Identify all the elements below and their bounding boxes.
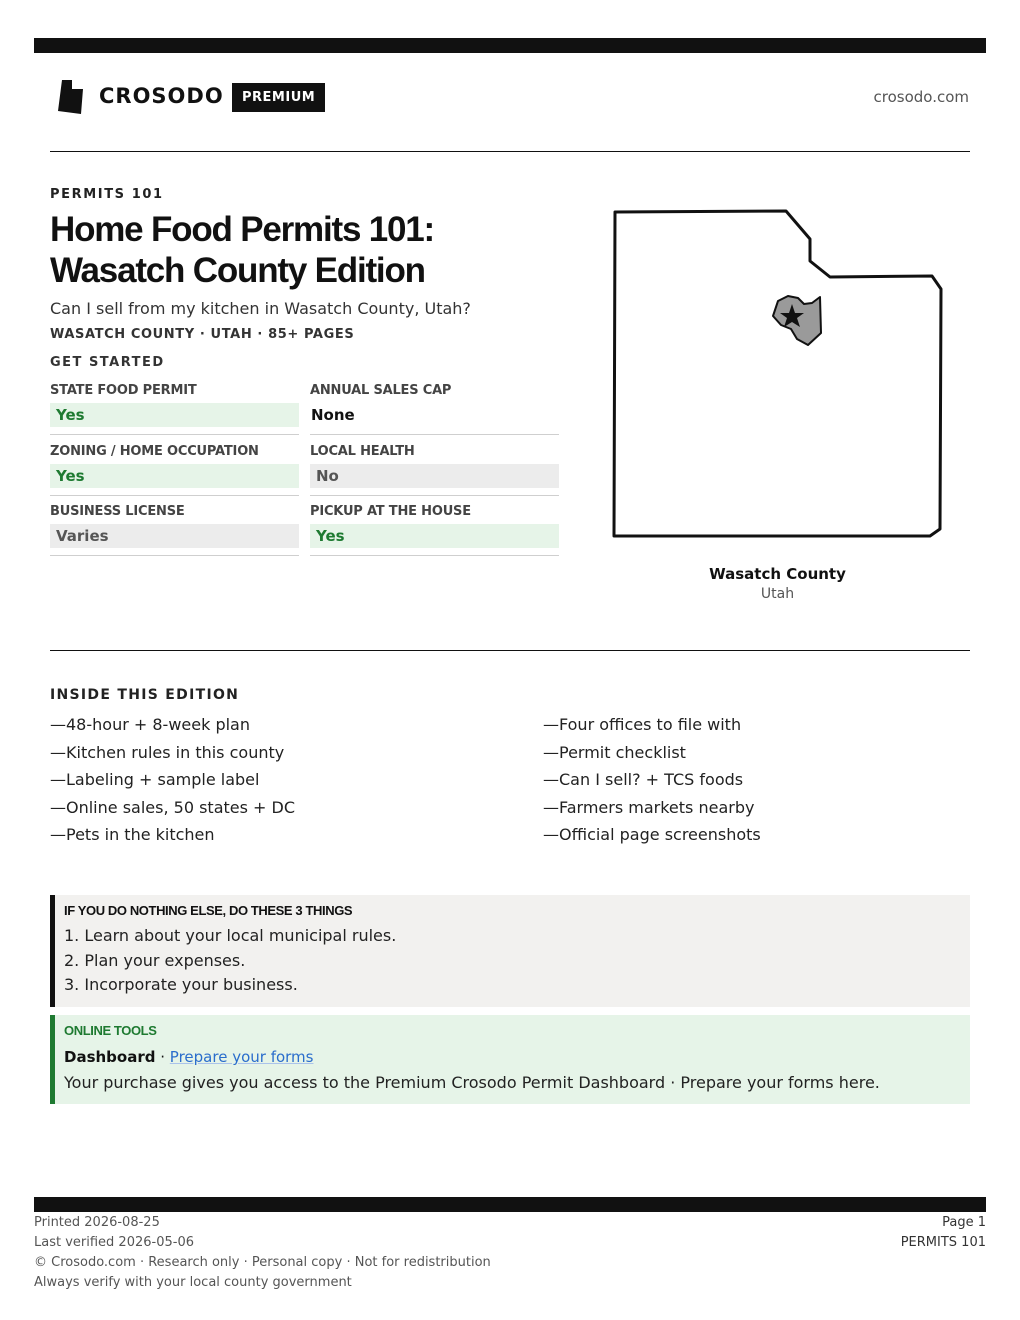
dashboard-label: Dashboard bbox=[64, 1048, 156, 1066]
title-line-2: Wasatch County Edition bbox=[50, 251, 425, 290]
permit-value: Yes bbox=[50, 403, 299, 427]
page-subtitle: Can I sell from my kitchen in Wasatch County, Utah? bbox=[50, 299, 471, 318]
map-county-name: Wasatch County bbox=[709, 565, 846, 583]
permit-label: ZONING / HOME OCCUPATION bbox=[50, 444, 259, 459]
copyright-notice: © Crosodo.com · Research only · Personal copy · Not for redistribution bbox=[34, 1255, 491, 1270]
permit-value: Yes bbox=[50, 464, 299, 488]
inside-edition-heading: INSIDE THIS EDITION bbox=[50, 687, 240, 703]
permit-value: Varies bbox=[50, 524, 299, 548]
toc-item: —Farmers markets nearby bbox=[543, 797, 755, 817]
tools-description: Your purchase gives you access to the Premium Crosodo Permit Dashboard · Prepare your forms here. bbox=[64, 1073, 880, 1092]
utah-state-outline bbox=[614, 211, 941, 536]
permit-cell-pickup bbox=[310, 501, 559, 556]
online-tools-callout bbox=[50, 1015, 970, 1104]
permit-value: Yes bbox=[310, 524, 559, 548]
permit-value: No bbox=[310, 464, 559, 488]
page-title bbox=[50, 209, 610, 291]
utah-state-shape-icon bbox=[58, 80, 84, 114]
callout-heading: IF YOU DO NOTHING ELSE, DO THESE 3 THINGS bbox=[64, 903, 353, 918]
printed-date: Printed 2026-08-25 bbox=[34, 1215, 160, 1230]
toc-item: —Four offices to file with bbox=[543, 715, 742, 734]
toc-item: —Permit checklist bbox=[543, 742, 686, 762]
page-number: Page 1 bbox=[942, 1215, 986, 1230]
toc-item: —Pets in the kitchen bbox=[50, 825, 215, 844]
permit-cell-business-license bbox=[50, 501, 299, 556]
permit-cell-zoning bbox=[50, 441, 299, 496]
toc-left-column bbox=[50, 715, 295, 853]
three-things-callout bbox=[50, 895, 970, 1007]
footer-right bbox=[901, 1213, 986, 1253]
permit-label: STATE FOOD PERMIT bbox=[50, 383, 197, 398]
title-line-1: Home Food Permits 101: bbox=[50, 210, 434, 249]
toc-item: —48-hour + 8-week plan bbox=[50, 715, 250, 734]
separator: · bbox=[155, 1048, 170, 1066]
callout-heading: ONLINE TOOLS bbox=[64, 1023, 157, 1038]
disclaimer: Always verify with your local county government bbox=[34, 1275, 352, 1290]
top-rule-bar bbox=[34, 38, 986, 53]
brand-name: CROSODO bbox=[99, 84, 224, 108]
prepare-forms-link[interactable]: Prepare your forms bbox=[169, 1048, 314, 1066]
permit-cell-local-health bbox=[310, 441, 559, 496]
callout-step: 3. Incorporate your business. bbox=[64, 975, 298, 994]
footer-rule-bar bbox=[34, 1197, 986, 1212]
get-started-heading: GET STARTED bbox=[50, 355, 165, 370]
footer-section: PERMITS 101 bbox=[900, 1235, 986, 1250]
utah-outline-map bbox=[610, 205, 950, 545]
permit-cell-state-food bbox=[50, 380, 299, 435]
site-url[interactable]: crosodo.com bbox=[873, 88, 969, 106]
permit-label: LOCAL HEALTH bbox=[310, 444, 415, 459]
toc-right-column bbox=[543, 715, 761, 853]
map-state-name: Utah bbox=[760, 586, 795, 602]
toc-item: —Online sales, 50 states + DC bbox=[50, 797, 296, 817]
toc-item: —Labeling + sample label bbox=[50, 770, 260, 789]
toc-item: —Kitchen rules in this county bbox=[50, 742, 285, 762]
dashboard-line bbox=[64, 1044, 970, 1070]
callout-step: 1. Learn about your local municipal rules. bbox=[64, 926, 397, 945]
verified-date: Last verified 2026-05-06 bbox=[34, 1235, 194, 1250]
toc-item: —Official page screenshots bbox=[543, 825, 761, 844]
permit-value: None bbox=[311, 406, 355, 424]
permit-label: ANNUAL SALES CAP bbox=[310, 383, 452, 398]
premium-badge: PREMIUM bbox=[232, 83, 325, 112]
section-divider bbox=[50, 650, 970, 651]
permit-cell-sales-cap bbox=[310, 380, 559, 435]
page-header bbox=[50, 78, 970, 118]
header-divider bbox=[50, 151, 970, 152]
edition-meta: WASATCH COUNTY · UTAH · 85+ PAGES bbox=[50, 327, 355, 342]
permit-label: PICKUP AT THE HOUSE bbox=[310, 504, 471, 519]
footer-left bbox=[34, 1213, 491, 1293]
section-eyebrow: PERMITS 101 bbox=[50, 187, 164, 202]
permit-label: BUSINESS LICENSE bbox=[50, 504, 185, 519]
state-locator-map bbox=[610, 205, 950, 545]
toc-item: —Can I sell? + TCS foods bbox=[543, 770, 744, 789]
callout-step: 2. Plan your expenses. bbox=[64, 950, 246, 970]
